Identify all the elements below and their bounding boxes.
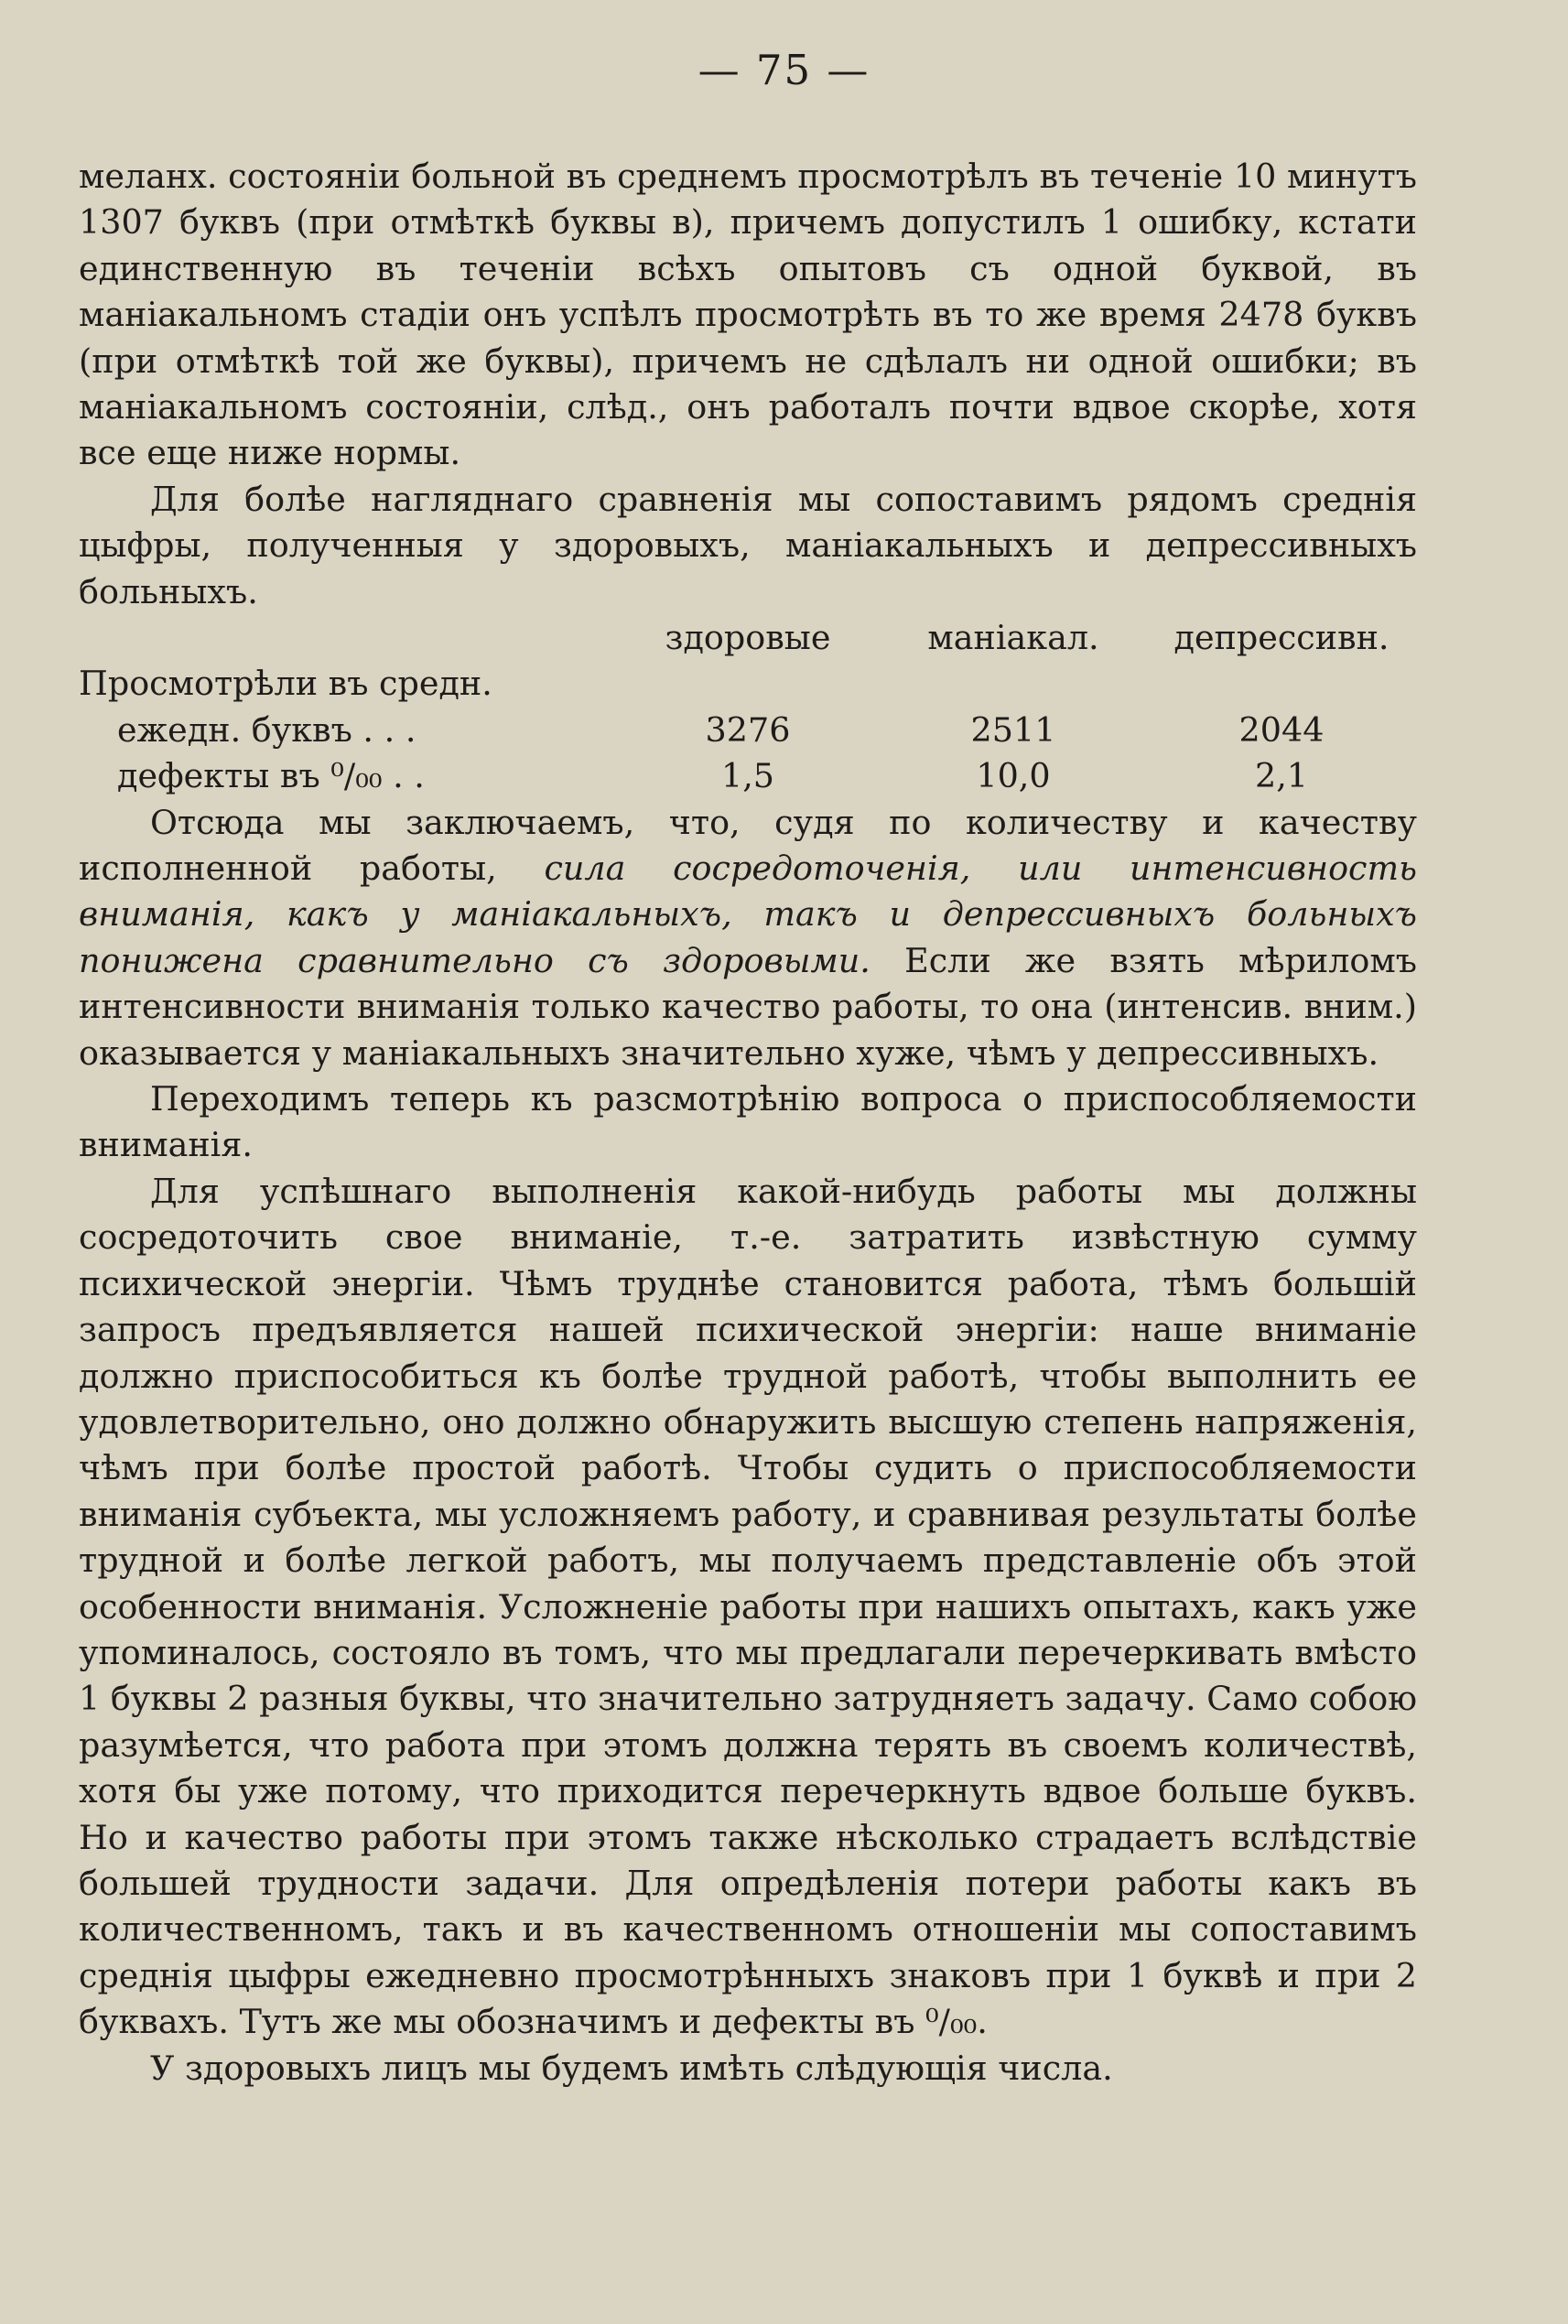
- paragraph-6: У здоровыхъ лицъ мы будемъ имѣть слѣдующiя числа.: [150, 2048, 1113, 2088]
- column-header-healthy: здоровые: [665, 618, 831, 658]
- table-group-row: [79, 661, 1417, 707]
- table-group-label: Просмотрѣли въ средн.: [79, 664, 492, 704]
- row-label-defects: дефекты въ ⁰/₀₀ . .: [117, 756, 425, 796]
- comparison-table: [79, 615, 1417, 800]
- cell-letters-manic: 2511: [970, 709, 1056, 750]
- column-header-depressive: депрессивн.: [1173, 618, 1390, 658]
- cell-letters-depressive: 2044: [1238, 709, 1325, 750]
- cell-defects-healthy: 1,5: [720, 756, 775, 796]
- paragraph-3-italic: сила сосредоточенiя, или интенсивность вниманiя, какъ у манiакальныхъ, такъ и депрессивныхъ больныхъ понижена сравнительно съ здоровыми.: [79, 849, 1417, 980]
- cell-defects-depressive: 2,1: [1254, 756, 1309, 796]
- paragraph-3: [79, 800, 1417, 1076]
- paragraph-1: меланх. состоянiи больной въ среднемъ просмотрѣлъ въ теченiе 10 минутъ 1307 буквъ (при отмѣткѣ буквы в), причемъ допустилъ 1 ошибку, кстати единственную въ теченiи всѣхъ опытовъ съ одной буквой, въ манiакальномъ стадiи онъ успѣлъ просмотрѣть въ то же время 2478 буквъ (при отмѣткѣ той же буквы), причемъ не сдѣлалъ ни одной ошибки; въ манiакальномъ состоянiи, слѣд., онъ работалъ почти вдвое скорѣе, хотя все еще ниже нормы.: [79, 157, 1417, 473]
- table-row: [79, 708, 1417, 753]
- row-label-letters: ежедн. буквъ . . .: [117, 709, 416, 750]
- table-header-row: [79, 615, 1417, 661]
- page-number: — 75 —: [697, 46, 871, 94]
- cell-letters-healthy: 3276: [705, 709, 791, 750]
- paragraph-3-text-b: Если же взять мѣриломъ интенсивности вниманiя только качество работы, то она (интенсив. вним.) оказывается у манiакальныхъ значительно хуже, чѣмъ у депрессивныхъ.: [79, 940, 1417, 1073]
- page-body: [79, 154, 1417, 2092]
- table-row: [79, 753, 1417, 799]
- table-header-blank: [79, 615, 615, 661]
- paragraph-3-text-a: Отсюда мы заключаемъ, что, судя по количеству и качеству исполненной работы,: [79, 802, 1417, 889]
- column-header-manic: манiакал.: [927, 618, 1099, 658]
- paragraph-2: Для болѣе нагляднаго сравненiя мы сопоставимъ рядомъ среднiя цыфры, полученныя у здоровыхъ, манiакальныхъ и депрессивныхъ больныхъ.: [79, 479, 1417, 611]
- paragraph-5: Для успѣшнаго выполненiя какой-нибудь работы мы должны сосредоточить свое вниманiе, т.-е. затратить извѣстную сумму психической энергiи. Чѣмъ труднѣе становится работа, тѣмъ большiй запросъ предъявляется нашей психической энергiи: наше вниманiе должно приспособиться къ болѣе трудной работѣ, чтобы выполнить ее удовлетворительно, оно должно обнаружить высшую степень напряженiя, чѣмъ при болѣе простой работѣ. Чтобы судить о приспособляемости вниманiя субъекта, мы усложняемъ работу, и сравнивая результаты болѣе трудной и болѣе легкой работъ, мы получаемъ представленiе объ этой особенности вниманiя. Усложненiе работы при нашихъ опытахъ, какъ уже упоминалось, состояло въ томъ, что мы предлагали перечеркивать вмѣсто 1 буквы 2 разныя буквы, что значительно затрудняетъ задачу. Само собою разумѣется, что работа при этомъ должна терять въ своемъ количествѣ, хотя бы уже потому, что приходится перечеркнуть вдвое больше буквъ. Но и качество работы при этомъ также нѣсколько страдаетъ вслѣдствiе большей трудности задачи. Для опредѣленiя потери работы какъ въ количественномъ, такъ и въ качественномъ отношенiи мы сопоставимъ среднiя цыфры ежедневно просмотрѣнныхъ знаковъ при 1 буквѣ и при 2 буквахъ. Тутъ же мы обозначимъ и дефекты въ ⁰/₀₀.: [79, 1171, 1417, 2042]
- paragraph-4: Переходимъ теперь къ разсмотрѣнiю вопроса о приспособляемости вниманiя.: [79, 1079, 1417, 1165]
- cell-defects-manic: 10,0: [976, 756, 1051, 796]
